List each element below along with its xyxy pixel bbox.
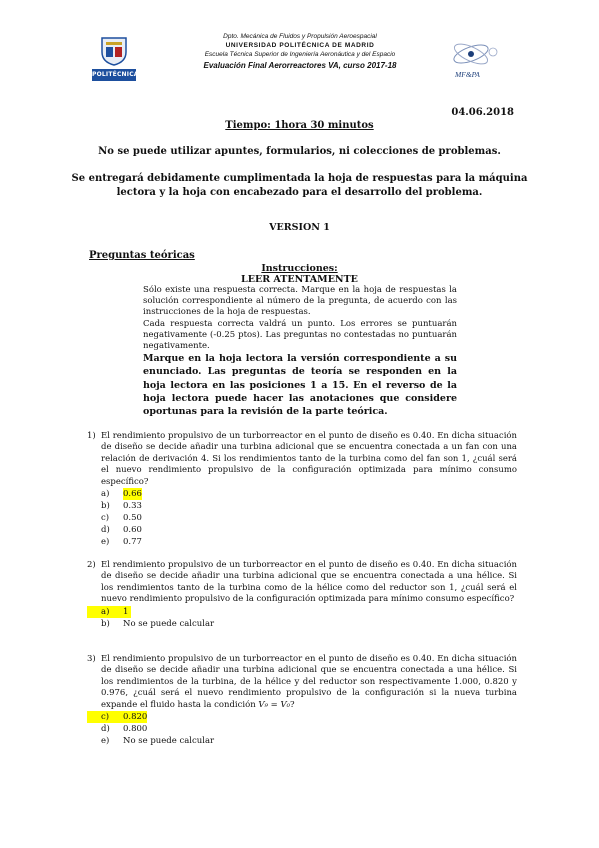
velocity-formula: V₉ = V₀: [258, 699, 291, 710]
option-letter: d): [101, 724, 110, 735]
logo-right-label: MF&PA: [455, 70, 480, 79]
submission-rule: [0, 172, 599, 200]
exam-date: 04.06.2018: [451, 107, 514, 118]
option-letter: a): [101, 489, 110, 500]
option-e: [87, 735, 517, 747]
option-e: [87, 536, 517, 548]
no-notes-rule: No se puede utilizar apuntes, formularios, ni colecciones de problemas.: [98, 146, 501, 157]
option-text: 1: [123, 606, 129, 617]
question-3: [87, 654, 517, 747]
option-letter: a): [101, 606, 110, 617]
question-text-after: ?: [290, 699, 295, 710]
crest-icon: [100, 36, 128, 66]
question-2: [87, 560, 517, 630]
question-1: [87, 431, 517, 548]
exam-title: Evaluación Final Aerorreactores VA, curso 2017-18: [203, 61, 397, 70]
option-d: [87, 723, 517, 735]
section-title: Preguntas teóricas: [89, 250, 195, 261]
option-letter: c): [101, 513, 110, 524]
orbit-icon: [449, 38, 505, 70]
upm-logo: [92, 36, 139, 84]
option-d: [87, 524, 517, 536]
department-line: Dpto. Mecánica de Fluidos y Propulsión Aeroespacial: [223, 33, 377, 40]
option-letter: e): [101, 736, 110, 747]
question-stem: [87, 654, 517, 711]
question-number: 2): [87, 560, 96, 570]
option-letter: d): [101, 525, 110, 536]
option-text: 0.800: [123, 724, 148, 735]
option-text: No se puede calcular: [123, 736, 215, 747]
question-text: El rendimiento propulsivo de un turborreactor en el punto de diseño es 0.40. En dicha situación de diseño se decide añadir una turbina adicional que se encuentra conectada a un fan con una relación de derivación 4. Si los rendimientos tanto de la turbina como del fan son 1, ¿cuál será el nuevo rendimiento propulsivo de la configuración optimizada para mínimo consumo específico?: [101, 431, 517, 487]
mfpa-logo: [449, 38, 505, 82]
school-line: Escuela Técnica Superior de Ingeniería Aeronáutica y del Espacio: [204, 51, 396, 58]
instructions-paragraph-2: Cada respuesta correcta valdrá un punto. Los errores se puntuarán negativamente (-0.25 ptos). Las preguntas no contestadas no puntuarán negativamente.: [143, 318, 457, 352]
option-text: 0.66: [123, 489, 142, 500]
option-letter: c): [101, 712, 110, 723]
option-text: 0.77: [123, 537, 142, 548]
instructions-paragraph-3: Marque en la hoja lectora la versión correspondiente a su enunciado. Las preguntas de teoría se responden en la hoja lectora en las posiciones 1 a 15. En el reverso de la hoja lectora puede hacer las anotaciones que considere oportunas para la revisión de la parte teórica.: [143, 353, 457, 418]
time-limit: Tiempo: 1hora 30 minutos: [225, 120, 374, 131]
document-header: [160, 32, 440, 70]
question-number: 3): [87, 654, 96, 664]
option-text: No se puede calcular: [123, 618, 215, 629]
question-text: El rendimiento propulsivo de un turborreactor en el punto de diseño es 0.40. En dicha situación de diseño se decide añadir una turbina adicional que se encuentra conectada a una hélice. Si los rendimientos tanto de la turbina como de la hélice como del reductor son 1, ¿cuál será el nuevo rendimiento propulsivo de la configuración optimizada para mínimo consumo específico?: [101, 560, 517, 605]
question-stem: [87, 431, 517, 488]
question-text: [101, 654, 517, 711]
submission-line-2: lectora y la hoja con encabezado para el desarrollo del problema.: [116, 187, 483, 198]
instructions-box: [143, 285, 457, 418]
option-b: [87, 618, 517, 630]
instructions-paragraph-1: Sólo existe una respuesta correcta. Marque en la hoja de respuestas la solución correspondiente al número de la pregunta, de acuerdo con las instrucciones de la hoja de respuestas.: [143, 285, 457, 318]
option-b: [87, 500, 517, 512]
option-letter: e): [101, 537, 110, 548]
option-letter: b): [101, 501, 110, 512]
option-text: 0.60: [123, 525, 142, 536]
question-stem: [87, 560, 517, 606]
question-text-before: El rendimiento propulsivo de un turborreactor en el punto de diseño es 0.40. En dicha situación de diseño se decide añadir una turbina adicional que se encuentra conectada a una hélice. Si los rendimientos de la turbina, de la hélice y del reductor son respectivamente 1.000, 0.820 y 0.976, ¿cuál será el nuevo rendimiento propulsivo de la configuración si la nueva turbina expande el fluido hasta la condición: [101, 654, 517, 710]
option-letter: b): [101, 618, 110, 629]
option-text: 0.33: [123, 501, 142, 512]
version-label: VERSION 1: [269, 222, 330, 233]
option-a: [87, 488, 517, 500]
instructions-title: Instrucciones:: [261, 263, 338, 274]
logo-left-label: POLITÉCNICA: [92, 69, 136, 81]
option-c: [87, 711, 147, 723]
university-line: UNIVERSIDAD POLITÉCNICA DE MADRID: [225, 42, 375, 49]
instructions-subtitle: LEER ATENTAMENTE: [241, 274, 358, 285]
option-text: 0.50: [123, 513, 142, 524]
question-number: 1): [87, 431, 96, 441]
submission-line-1: Se entregará debidamente cumplimentada la hoja de respuestas para la máquina: [71, 173, 528, 184]
option-a: [87, 606, 131, 618]
option-text: 0.820: [123, 712, 148, 723]
option-c: [87, 512, 517, 524]
